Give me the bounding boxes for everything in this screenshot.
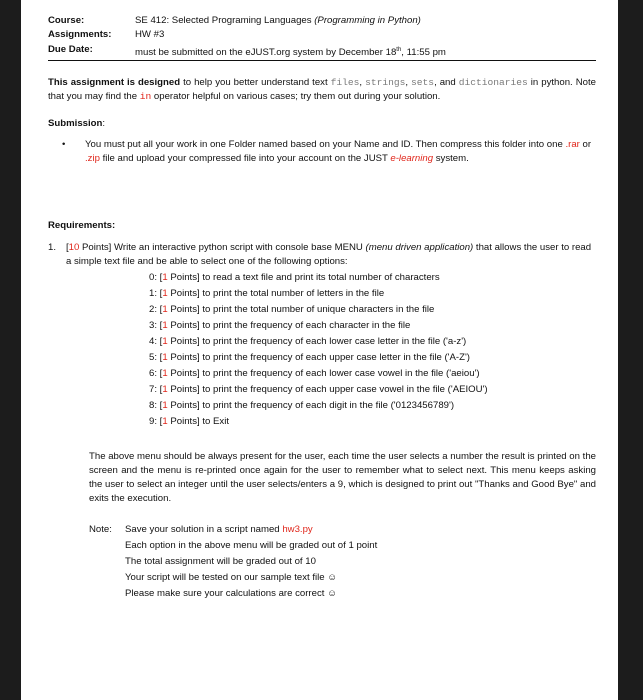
note-line: Please make sure your calculations are correct ☺ — [125, 588, 337, 600]
document-page — [21, 0, 618, 700]
menu-option: 2: [1 Points] to print the total number of unique characters in the file — [149, 304, 435, 316]
note-line: The total assignment will be graded out of 10 — [125, 556, 316, 568]
note-body — [125, 522, 596, 602]
assignments-label: Assignments: — [48, 29, 112, 40]
requirements-heading: Requirements: — [48, 220, 116, 232]
menu-option: 9: [1 Points] to Exit — [149, 416, 230, 428]
menu-option: 0: [1 Points] to read a text file and print its total number of characters — [149, 272, 440, 284]
menu-option: 7: [1 Points] to print the frequency of each upper case vowel in the file ('AEIOU') — [149, 384, 488, 396]
header-assignments-row — [48, 28, 596, 42]
menu-option: 6: [1 Points] to print the frequency of each lower case vowel in the file ('aeiou') — [149, 368, 480, 380]
header-block — [48, 14, 596, 61]
question-number: 1. — [48, 242, 57, 254]
summary-paragraph: The above menu should be always present for the user, each time the user selects a number the result is printed on the screen and the menu is re-printed once again for the user to remember what to select next. This menu keeps asking the user to select an integer until the user selects/enters a 9, which is designed to print out "Thanks and Good Bye" and exits the execution. — [89, 451, 596, 505]
note-block — [89, 522, 596, 602]
assignments-value: HW #3 — [135, 29, 165, 40]
course-value: SE 412: Selected Programing Languages (Programming in Python) — [135, 15, 421, 26]
note-line: Your script will be tested on our sample text file ☺ — [125, 572, 338, 584]
menu-option: 1: [1 Points] to print the total number of letters in the file — [149, 288, 385, 300]
header-course-row — [48, 14, 596, 28]
due-label: Due Date: — [48, 44, 93, 55]
submission-heading: Submission: — [48, 118, 106, 130]
menu-options-list — [149, 270, 596, 430]
note-line: Each option in the above menu will be graded out of 1 point — [125, 540, 378, 552]
intro-paragraph: This assignment is designed to help you better understand text files, strings, sets, and dictionaries in python. Note that you may find the in operator helpful on various cases; try them out during your solution. — [48, 77, 596, 103]
menu-option: 5: [1 Points] to print the frequency of each upper case letter in the file ('A-Z') — [149, 352, 470, 364]
question-1 — [48, 241, 596, 269]
menu-option: 4: [1 Points] to print the frequency of each lower case letter in the file ('a-z') — [149, 336, 467, 348]
submission-bullet — [62, 138, 596, 166]
due-value: must be submitted on the eJUST.org system by December 18th, 11:55 pm — [135, 47, 446, 59]
filename: hw3.py — [282, 524, 313, 536]
menu-option: 8: [1 Points] to print the frequency of each digit in the file ('0123456789') — [149, 400, 455, 412]
bullet-dot-icon: • — [62, 139, 66, 151]
menu-option: 3: [1 Points] to print the frequency of each character in the file — [149, 320, 411, 332]
header-due-row — [48, 43, 596, 61]
course-label: Course: — [48, 15, 85, 26]
question-text: [10 Points] Write an interactive python script with console base MENU (menu driven application) that allows the user to read a simple text file and be able to select one of the following options: — [66, 242, 592, 268]
submission-text: You must put all your work in one Folder named based on your Name and ID. Then compress this folder into one .rar or .zip file and upload your compressed file into your account on the JUST e-learning system. — [85, 139, 592, 165]
note-label: Note: — [89, 524, 112, 536]
note-line: Save your solution in a script named hw3.py — [125, 524, 313, 536]
